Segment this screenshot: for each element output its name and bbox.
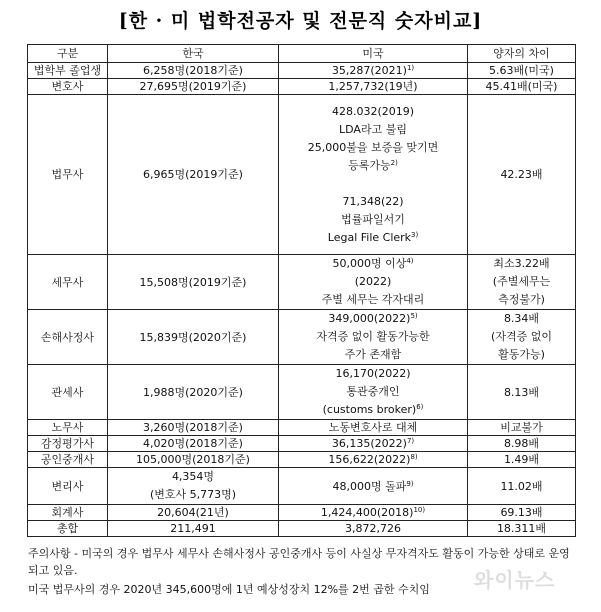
usa-value	[279, 63, 468, 79]
usa-value	[279, 436, 468, 452]
usa-value-text: 16,170(2022)	[335, 367, 411, 380]
usa-value-text: LDA라고 불림	[339, 122, 407, 136]
korea-value	[108, 63, 279, 79]
korea-value-line	[143, 421, 243, 434]
row-category: 관세사	[28, 365, 108, 420]
usa-value-text: 36,135(2022)	[331, 437, 407, 450]
difference-value	[468, 95, 576, 255]
usa-value-line	[281, 328, 465, 346]
difference-value-text: 측정불가)	[498, 293, 545, 306]
usa-value	[279, 521, 468, 537]
footnote-marker: 6)	[416, 403, 424, 411]
usa-value-line	[332, 64, 414, 77]
table-header-row	[28, 45, 576, 63]
row-category: 법무사	[28, 95, 108, 255]
korea-value-text: 6,965명(2019기준)	[143, 168, 243, 181]
difference-value-line	[470, 346, 573, 364]
footnote-marker: 1)	[406, 64, 415, 72]
usa-value-text: 3,872,726	[345, 522, 401, 535]
usa-value-text: Legal File Clerk	[327, 230, 412, 244]
korea-value	[108, 468, 279, 505]
caution-note: 주의사항 - 미국의 경우 법무사 세무사 손해사정사 공인중개사 등이 사실상 무자격자도 활동이 가능한 상태로 운영되고 있음.	[28, 547, 570, 577]
difference-value-line	[470, 291, 573, 309]
usa-value-line	[281, 401, 465, 419]
table-row	[28, 310, 576, 365]
usa-value	[279, 452, 468, 468]
usa-value-line	[281, 193, 465, 211]
korea-value-text: (변호사 5,773명)	[149, 488, 237, 501]
footnote-marker: 5)	[410, 312, 418, 320]
usa-value	[279, 95, 468, 255]
usa-value-line	[281, 229, 465, 247]
difference-value-text: 11.02배	[500, 479, 543, 493]
watermark-logo: 와이뉴스	[474, 568, 556, 592]
korea-value-text: 211,491	[170, 522, 216, 535]
difference-value-line	[486, 80, 558, 93]
usa-value-text: 1,257,732(19년)	[328, 80, 418, 93]
table-row	[28, 505, 576, 521]
usa-value-text: 통관중개인	[346, 385, 400, 398]
usa-value-line	[281, 211, 465, 229]
difference-value	[468, 505, 576, 521]
korea-value	[108, 255, 279, 310]
row-category: 회계사	[28, 505, 108, 521]
usa-value-line	[281, 121, 465, 139]
korea-value-line	[136, 453, 250, 466]
difference-value-text: 8.34배	[503, 312, 540, 325]
difference-value-line	[504, 386, 539, 399]
difference-value-text: 최소3.22배	[493, 257, 550, 270]
usa-value-line	[345, 522, 401, 535]
usa-value-text: 71,348(22)	[342, 194, 404, 208]
footnote-marker: 9)	[406, 479, 414, 488]
difference-value	[468, 468, 576, 505]
difference-value-text: 비교불가	[500, 421, 543, 434]
difference-value	[468, 436, 576, 452]
korea-value-text: 4,354명	[171, 470, 215, 483]
difference-value-line	[470, 255, 573, 273]
usa-value	[279, 468, 468, 505]
difference-value-line	[470, 310, 573, 328]
usa-value-text: (customs broker)	[322, 403, 417, 416]
korea-value-text: 1,988명(2020기준)	[143, 385, 243, 399]
usa-value-line	[281, 346, 465, 364]
comparison-table	[27, 44, 576, 537]
difference-value-text: 1.49배	[503, 453, 540, 466]
usa-value-line	[328, 453, 417, 466]
table-row	[28, 436, 576, 452]
usa-value	[279, 255, 468, 310]
difference-value-line	[500, 480, 542, 493]
usa-value-text: 156,622(2022)	[328, 453, 411, 466]
usa-value-text: 자격증 없이 활동가능한	[316, 330, 430, 343]
table-row	[28, 420, 576, 436]
difference-value	[468, 420, 576, 436]
korea-value-line	[110, 468, 276, 486]
difference-value-text: 45.41배(미국)	[485, 80, 558, 93]
usa-value-line	[321, 506, 425, 519]
difference-value-line	[470, 273, 573, 291]
korea-value-text: 20,604(21년)	[157, 506, 229, 519]
korea-value	[108, 420, 279, 436]
usa-value-line	[281, 157, 465, 175]
difference-value-line	[504, 453, 539, 466]
row-category: 손해사정사	[28, 310, 108, 365]
footnote-marker: 7)	[406, 437, 415, 445]
usa-value-text: 48,000명 돌파	[332, 479, 407, 493]
korea-value-line	[170, 522, 216, 535]
korea-value-text: 6,258명(2018기준)	[143, 64, 243, 77]
korea-value-text: 3,260명(2018기준)	[143, 421, 243, 434]
korea-value-line	[157, 506, 229, 519]
difference-value-line	[489, 64, 554, 77]
korea-value	[108, 521, 279, 537]
table-row	[28, 365, 576, 420]
usa-value-line	[281, 365, 465, 383]
difference-value-line	[500, 168, 542, 181]
korea-value-line	[140, 276, 247, 289]
row-category: 변호사	[28, 79, 108, 95]
difference-value-line	[500, 421, 543, 434]
header-korea: 한국	[108, 45, 279, 63]
difference-value	[468, 79, 576, 95]
difference-value	[468, 255, 576, 310]
korea-value	[108, 452, 279, 468]
table-row	[28, 468, 576, 505]
difference-value	[468, 310, 576, 365]
row-category: 변리사	[28, 468, 108, 505]
document-title: [한 · 미 법학전공자 및 전문직 숫자비교]	[118, 10, 483, 32]
difference-value-text: 42.23배	[500, 168, 543, 181]
korea-value-text: 27,695명(2019기준)	[139, 80, 247, 93]
usa-value-line	[328, 80, 417, 93]
korea-value-line	[143, 437, 243, 450]
header-difference: 양자의 차이	[468, 45, 576, 63]
difference-value-text: (주별세무는	[492, 275, 551, 288]
difference-value	[468, 63, 576, 79]
korea-value-text: 105,000명(2018기준)	[136, 453, 250, 466]
table-row	[28, 521, 576, 537]
usa-value-text: 주가 존재함	[344, 348, 402, 361]
difference-value-line	[504, 437, 539, 450]
difference-value-text: 8.13배	[503, 385, 540, 399]
footnote-marker: 2)	[390, 158, 398, 167]
usa-value-text: 428.032(2019)	[331, 104, 415, 118]
usa-value-text: 노동변호사로 대체	[328, 421, 418, 434]
difference-value-line	[470, 328, 573, 346]
korea-value-line	[140, 80, 247, 93]
footnote-marker: 8)	[410, 453, 418, 461]
korea-value-text: 4,020명(2018기준)	[143, 437, 243, 450]
usa-value-text: 35,287(2021)	[331, 64, 407, 77]
difference-value-text: 활동가능)	[498, 348, 545, 361]
row-category: 노무사	[28, 420, 108, 436]
row-category: 법학부 졸업생	[28, 63, 108, 79]
footnote-marker: 4)	[406, 257, 414, 265]
table-body	[28, 63, 576, 537]
row-category: 세무사	[28, 255, 108, 310]
usa-value-text: 25,000불을 보증을 맞기면	[307, 140, 439, 154]
row-category: 총합	[28, 521, 108, 537]
usa-value-line	[281, 255, 465, 273]
usa-value-text: 50,000명 이상	[332, 257, 407, 270]
usa-value-text: (2022)	[354, 275, 392, 288]
table-row	[28, 452, 576, 468]
difference-value	[468, 365, 576, 420]
korea-value-line	[140, 331, 247, 344]
difference-value-text: 69.13배	[500, 506, 543, 519]
difference-value-text: 5.63배(미국)	[489, 64, 554, 77]
korea-value	[108, 310, 279, 365]
usa-value-text: 등록가능	[348, 158, 391, 172]
korea-value-text: 15,508명(2019기준)	[139, 275, 247, 289]
usa-value	[279, 420, 468, 436]
usa-value-text: 1,424,400(2018)	[320, 506, 414, 519]
difference-value-text: 8.98배	[503, 437, 540, 450]
footnote-marker: 10)	[413, 506, 426, 514]
usa-value-text: 법률파일서기	[341, 212, 405, 226]
korea-value	[108, 436, 279, 452]
korea-value-line	[110, 486, 276, 504]
korea-value-line	[143, 64, 243, 77]
korea-value	[108, 79, 279, 95]
usa-value-line	[281, 310, 465, 328]
usa-value-line	[281, 175, 465, 193]
usa-value	[279, 310, 468, 365]
row-category: 감정평가사	[28, 436, 108, 452]
difference-value-text: 18.311배	[496, 522, 547, 535]
table-row	[28, 255, 576, 310]
korea-value-line	[143, 168, 243, 181]
usa-value	[279, 365, 468, 420]
usa-value-line	[332, 437, 414, 450]
usa-value-text: 349,000(2022)	[328, 312, 411, 325]
korea-value	[108, 95, 279, 255]
usa-value-line	[329, 421, 418, 434]
difference-value-line	[497, 522, 546, 535]
table-row	[28, 63, 576, 79]
usa-value-line	[281, 103, 465, 121]
footnote-marker: 3)	[411, 230, 419, 239]
usa-value-line	[281, 139, 465, 157]
difference-value	[468, 452, 576, 468]
korea-value	[108, 365, 279, 420]
korea-value	[108, 505, 279, 521]
korea-value-text: 15,839명(2020기준)	[139, 330, 247, 344]
difference-value-text: (자격증 없이	[491, 330, 552, 343]
usa-value-line	[281, 273, 465, 291]
korea-value-line	[143, 386, 243, 399]
row-category: 공인중개사	[28, 452, 108, 468]
header-usa: 미국	[279, 45, 468, 63]
usa-value-line	[332, 480, 413, 493]
usa-value	[279, 79, 468, 95]
table-row	[28, 79, 576, 95]
usa-value-text: 주별 세무는 각자대리	[321, 293, 425, 306]
header-category: 구분	[28, 45, 108, 63]
difference-value	[468, 521, 576, 537]
difference-value-line	[500, 506, 542, 519]
table-row	[28, 95, 576, 255]
usa-value	[279, 505, 468, 521]
lawyer-estimate-note: 미국 법무사의 경우 2020년 345,600명에 1년 예상성장치 12%를 2번 곱한 수치임	[28, 583, 430, 596]
usa-value-line	[281, 383, 465, 401]
usa-value-line	[281, 291, 465, 309]
